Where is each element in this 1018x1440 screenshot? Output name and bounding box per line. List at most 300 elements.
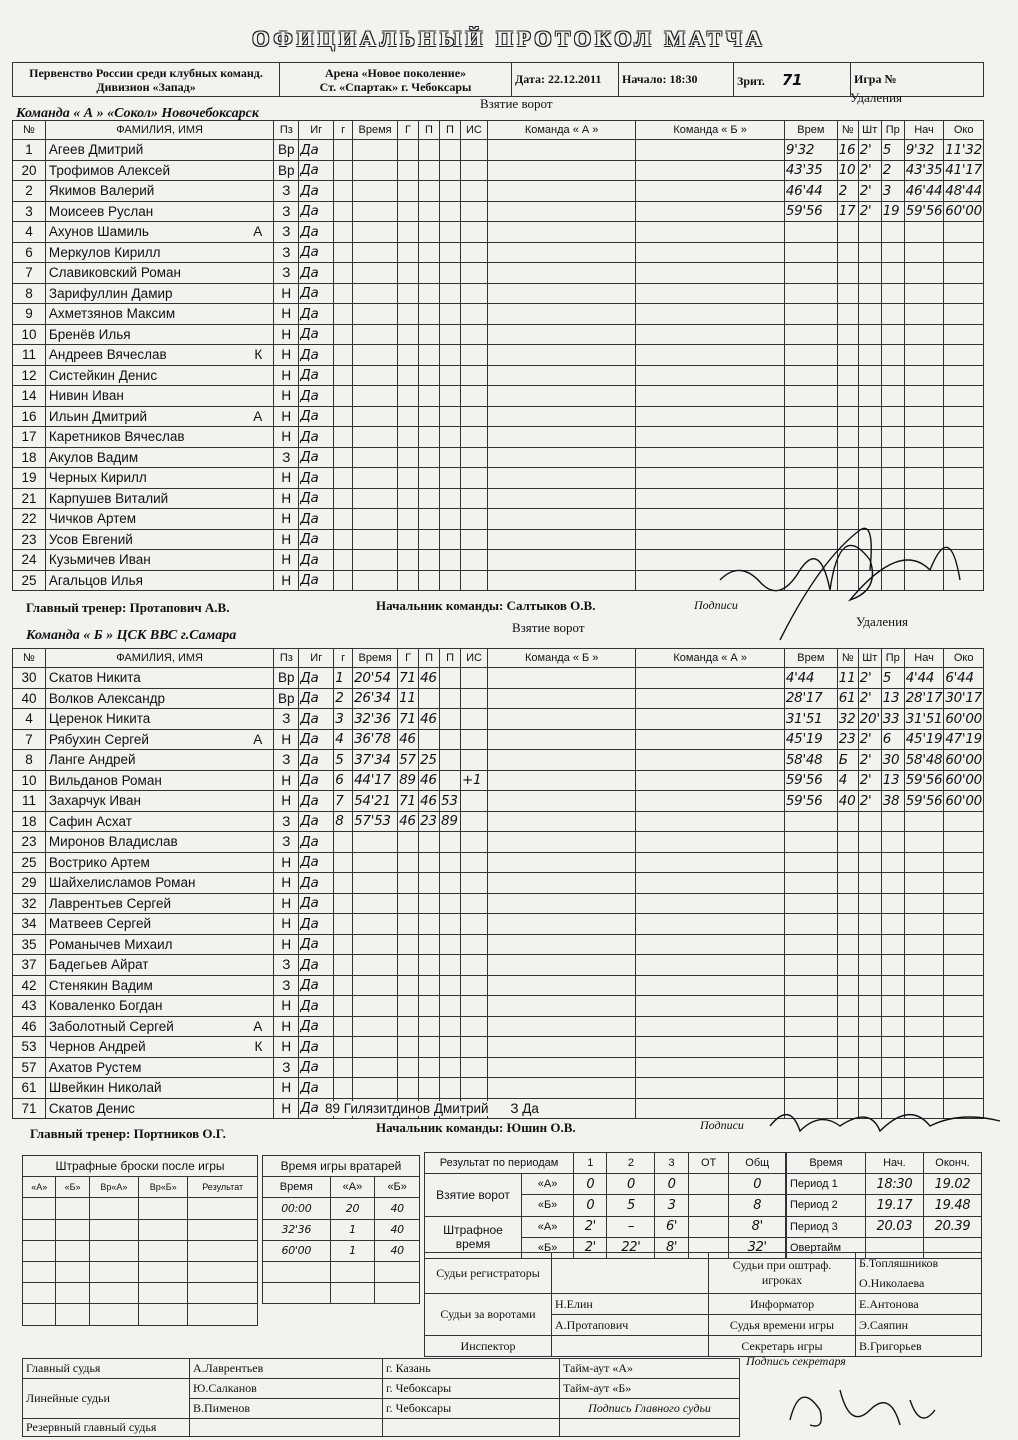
player-name [45,509,273,530]
goal-situation [460,263,487,284]
goal-assist-2: 89 [440,811,461,832]
team-a-penalties-title: Удаления [850,90,903,105]
goal-assist-2 [439,529,460,550]
penalty-end: 48'44 [944,181,984,202]
goal-situation [460,509,487,530]
team-own-col [487,427,636,448]
penalty-reason: 13 [881,770,904,791]
player-position: Н [274,934,299,955]
penalty-reason [881,406,904,427]
goal-number: 8 [334,811,353,832]
player-played: Да [299,386,334,407]
goal-time: 57'53 [353,811,398,832]
goal-assist-1: 25 [419,750,440,771]
shootout-cell [139,1261,188,1282]
shootout-col: «Б» [56,1177,89,1198]
penalty-time [784,468,837,489]
timeout-a: Тайм-аут «А» [560,1359,740,1379]
goal-assist-2 [439,222,460,243]
player-row [13,996,984,1017]
penalty-minutes [858,873,881,894]
penalty-start [904,852,944,873]
penalty-start: 59'56 [904,201,944,222]
shootout-col: «А» [23,1177,56,1198]
player-name [45,873,273,894]
penalty-reason [881,873,904,894]
goal-scorer [398,914,419,935]
player-row [13,140,984,161]
penalty-player [837,386,858,407]
goal-assist-2 [440,914,461,935]
period-row-label: Взятие ворот [425,1174,522,1216]
goal-time: 26'34 [353,688,398,709]
player-row [13,304,984,325]
player-name-text: Ахатов Рустем [48,1059,142,1075]
goal-number [334,914,353,935]
goal-assist-1: 46 [419,770,440,791]
penalty-time [784,893,837,914]
period-value: 0 [574,1195,607,1216]
penalty-reason [881,263,904,284]
player-name [45,668,273,689]
player-row [13,893,984,914]
goal-assist-1 [419,975,440,996]
protocol-title: ОФИЦИАЛЬНЫЙ ПРОТОКОЛ МАТЧА [252,26,766,51]
player-played: Да [299,570,334,591]
goal-number [334,283,353,304]
player-name-text: Ланге Андрей [48,752,136,768]
penalty-time [784,365,837,386]
player-played: Да [299,1016,334,1037]
period-col: 3 [655,1153,688,1174]
goal-situation [461,688,488,709]
player-row [13,468,984,489]
penalty-start [904,427,944,448]
goal-assist-1 [419,201,440,222]
player-row [13,750,984,771]
penalty-reason [881,222,904,243]
player-row [13,729,984,750]
chief-referee-city: г. Казань [383,1359,560,1379]
goal-scorer [398,570,419,591]
player-name-text: Ахунов Шамиль [48,224,149,240]
player-played: Да [299,852,334,873]
goal-assist-1 [419,406,440,427]
goal-situation [461,729,488,750]
goal-number [334,832,353,853]
player-name [45,160,273,181]
team-opp-col [636,324,785,345]
player-position: Н [274,365,299,386]
penalty-end [944,811,984,832]
team-a-roster: № ФАМИЛИЯ, ИМЯ Пз Иг г Время Г П П ИС Команда « А » Команда « Б » Врем № Шт Пр Нач Око 1 Агеев Дмитрий Вр Да 9'32 16 2' 5 9'32 11'32 20 Трофимов Алексей Вр Да 43'35 10 2' 2 43'35 41'17 2 Якимов Валерий З Да 46'44 2 2' 3 46'44 48'44 3 Моисеев Руслан З Да 59'56 17 2' 19 59'56 60'00 4 Ахунов Шамиль А З Да 6 Меркулов Кирилл З Да 7 Славиковский Роман З Да 8 Зарифуллин Дамир Н Да 9 Ахметзянов Максим Н Да 10 Бренёв Илья Н Да 11 Андреев Вячеслав К Н Да 12 Систейкин Денис Н Да 14 Нивин Иван Н Да 16 Ильин Дмитрий А Н Да 17 Каретников Вячеслав Н Да 18 Акулов Вадим З Да 19 Черных Кирилл Н Да 21 Карпушев Виталий Н Да 22 Чичков Артем Н Да 23 Усов Евгений Н Да 24 Кузьмичев Иван Н Да 25 Агальцов Илья Н Да [12,120,984,591]
goal-scorer [398,324,419,345]
goal-situation [461,852,488,873]
goal-situation [460,427,487,448]
player-position: Вр [274,668,299,689]
goal-assist-1 [419,304,440,325]
penalty-end [944,955,984,976]
penalty-end [944,304,984,325]
player-row [13,955,984,976]
team-own-col [487,688,635,709]
player-name-text: Чичков Артем [48,511,137,527]
period-start: 20.03 [865,1216,923,1237]
period-results-table: Результат по периодам 1 2 3 ОТ Общ Взятие ворот «А» 0 0 0 0 «Б» 0 5 3 8 Штрафное время «А» 2' – 6' 8' «Б» 2' 22' 8' 32' [424,1152,786,1259]
penalty-time [784,324,837,345]
penalty-reason [881,832,904,853]
goal-time [353,283,398,304]
goal-time [353,996,398,1017]
penalty-reason [881,324,904,345]
period-label: Овертайм [787,1237,866,1258]
penalty-minutes [858,975,881,996]
goal-situation [460,365,487,386]
player-position: Н [274,529,299,550]
goalie-time-cell: 1 [330,1219,375,1240]
player-number: 61 [13,1078,46,1099]
player-name-text: Черных Кирилл [48,470,147,486]
shootout-row [23,1304,258,1325]
player-name [45,181,273,202]
shootout-cell [23,1283,56,1304]
penalty-time [784,345,837,366]
goal-scorer [398,386,419,407]
penalty-start [904,873,944,894]
penalty-start: 4'44 [904,668,944,689]
player-position: Н [274,1016,299,1037]
penalty-reason [881,447,904,468]
player-name-text: Славиковский Роман [48,265,182,281]
shootout-cell [188,1304,258,1325]
penalty-reason [881,242,904,263]
goal-assist-2 [439,283,460,304]
penalty-start [904,811,944,832]
goal-assist-1 [419,365,440,386]
player-name-text: Ахметзянов Максим [48,306,176,322]
player-played: Да [299,832,334,853]
player-played: Да [299,1098,334,1119]
goal-time [353,934,398,955]
goal-assist-1 [419,1057,440,1078]
player-row [13,811,984,832]
goal-assist-1 [419,832,440,853]
penalty-minutes: 2' [858,688,881,709]
player-row [13,934,984,955]
goal-assist-1 [419,914,440,935]
player-row [13,406,984,427]
shootout-cell [89,1219,138,1240]
shootout-cell [89,1240,138,1261]
team-own-col [487,709,635,730]
goal-number [334,955,353,976]
team-own-col [487,832,635,853]
team-own-col [487,1016,635,1037]
player-number: 42 [13,975,46,996]
goal-scorer [398,406,419,427]
player-name-text: Акулов Вадим [48,449,139,465]
shootout-cell [188,1283,258,1304]
penalty-time: 59'56 [784,201,837,222]
player-number: 7 [13,263,46,284]
goal-assist-1: 46 [419,668,440,689]
period-value: 32' [729,1237,786,1258]
penalty-start [904,406,944,427]
player-name [45,955,273,976]
team-a-title: Команда « А » «Сокол» Новочебоксарск [16,106,259,121]
period-row [425,1174,786,1195]
penalty-reason [881,893,904,914]
penalty-start [904,304,944,325]
goal-number [334,893,353,914]
player-number: 17 [13,427,46,448]
player-number: 8 [13,750,46,771]
player-played: Да [299,914,334,935]
player-played: Да [299,140,334,161]
player-name-text: Церенок Никита [48,711,151,727]
player-name [45,304,273,325]
team-opp-col [636,770,784,791]
player-name [45,1016,273,1037]
team-opp-col [636,955,784,976]
player-role: К [254,1039,263,1055]
player-position: Н [274,406,299,427]
team-own-col [487,160,636,181]
goal-judge-1: Н.Елин [552,1294,709,1315]
team-opp-col [636,345,785,366]
player-played: Да [299,447,334,468]
player-number: 21 [13,488,46,509]
goal-time [353,955,398,976]
team-opp-col [636,832,784,853]
match-header [12,62,984,97]
penalty-minutes [858,893,881,914]
player-name [45,201,273,222]
player-number: 16 [13,406,46,427]
team-opp-col [636,283,785,304]
goal-assist-2 [440,709,461,730]
player-name [45,365,273,386]
team-opp-col [636,1078,784,1099]
goal-scorer [398,345,419,366]
period-value [688,1216,729,1237]
goal-scorer [398,873,419,894]
team-own-col [487,934,635,955]
goal-scorer [398,1078,419,1099]
penalty-start [904,386,944,407]
team-own-col [487,488,636,509]
penalty-reason [881,1057,904,1078]
goal-situation [460,242,487,263]
penalty-start: 28'17 [904,688,944,709]
period-value: 8' [729,1216,786,1237]
goal-number [334,996,353,1017]
player-position: Н [274,570,299,591]
spectators-value: 71 [781,70,803,89]
goal-number [334,934,353,955]
penalty-end [944,914,984,935]
team-own-col [487,304,636,325]
penalty-player: 4 [837,770,858,791]
team-own-col [487,468,636,489]
goalie-time-row [263,1261,420,1282]
player-name-text: Систейкин Денис [48,367,158,383]
player-position: Н [274,386,299,407]
division: Дивизион «Запад» [96,79,196,94]
penalty-minutes [858,1078,881,1099]
player-name [45,447,273,468]
penalty-minutes [858,242,881,263]
penalty-start [904,242,944,263]
penalty-time: 4'44 [784,668,837,689]
goalie-time-head: Время «А» «Б» [263,1177,420,1198]
penalty-minutes [858,365,881,386]
penalty-minutes [858,447,881,468]
player-row [13,160,984,181]
player-row [13,873,984,894]
player-name [45,975,273,996]
period-col: 1 [574,1153,607,1174]
penalty-time [784,304,837,325]
team-own-col [487,283,636,304]
player-row [13,852,984,873]
penalty-end: 60'00 [944,770,984,791]
player-position: Н [274,427,299,448]
penalty-minutes [858,811,881,832]
penalty-reason [881,914,904,935]
goal-time [353,324,398,345]
penalty-player [837,263,858,284]
shootout-cell [56,1240,89,1261]
player-name-text: Агальцов Илья [48,572,143,588]
player-row [13,324,984,345]
goal-assist-2 [440,873,461,894]
shootout-cell [139,1219,188,1240]
player-number: 19 [13,468,46,489]
penalty-player: 61 [837,688,858,709]
penalty-minutes: 2' [858,201,881,222]
player-name [45,488,273,509]
team-opp-col [636,140,785,161]
team-own-col [487,263,636,284]
goalie-time-cell [263,1261,331,1282]
period-value: 2' [574,1237,607,1258]
team-own-col [487,447,636,468]
player-row [13,770,984,791]
player-role: А [253,1018,263,1034]
linesman-2: В.Пименов [190,1399,383,1419]
goal-number [334,447,353,468]
team-own-col [487,893,635,914]
penalty-start [904,222,944,243]
period-value [688,1195,729,1216]
player-name-text: Усов Евгений [48,531,133,547]
goalie-time-row [263,1240,420,1261]
goal-situation [461,668,488,689]
player-number: 10 [13,770,46,791]
penalty-minutes: 2' [858,770,881,791]
player-row [13,242,984,263]
goal-situation [461,873,488,894]
period-value: – [607,1216,655,1237]
player-name-text: Захарчук Иван [48,793,142,809]
goal-number [334,324,353,345]
referees-table: Главный судья А.Лаврентьев г. Казань Тайм-аут «А» Линейные судьи Ю.Салканов г. Чебоксары Тайм-аут «Б» В.Пименов г. Чебоксары Подпись Главного судьи Резервный главный судья [22,1358,740,1437]
player-number: 29 [13,873,46,894]
goal-situation [460,386,487,407]
player-name-text: Матвеев Сергей [48,916,152,932]
player-row [13,1057,984,1078]
goal-number: 5 [334,750,353,771]
goalie-time-cell: 40 [375,1240,420,1261]
penalty-start [904,345,944,366]
player-number: 10 [13,324,46,345]
penalty-minutes [858,283,881,304]
arena: Арена «Новое поколение» [324,65,467,80]
penalty-start [904,447,944,468]
period-value: 0 [729,1174,786,1195]
player-position: З [274,242,299,263]
team-opp-col [636,181,785,202]
penalty-minutes [858,914,881,935]
player-played: Да [299,283,334,304]
period-value: 22' [607,1237,655,1258]
team-a-head-coach: Главный тренер: Протапович А.В. [26,600,230,615]
player-number: 30 [13,668,46,689]
goal-time: 54'21 [353,791,398,812]
penalty-end [944,975,984,996]
goal-scorer [398,893,419,914]
team-own-col [487,570,636,591]
player-name [45,283,273,304]
goal-assist-1 [419,181,440,202]
player-name-text: Чернов Андрей [48,1039,146,1055]
penalty-reason [881,955,904,976]
player-row [13,201,984,222]
shootout-cell [188,1261,258,1282]
team-opp-col [636,852,784,873]
goal-assist-2 [440,996,461,1017]
penalty-minutes: 2' [858,791,881,812]
goal-number: 7 [334,791,353,812]
player-number: 71 [13,1098,46,1119]
player-played: Да [299,468,334,489]
goal-scorer [398,283,419,304]
player-name [45,570,273,591]
goal-assist-2 [440,955,461,976]
player-played: Да [299,509,334,530]
player-position: З [274,447,299,468]
player-position: З [274,975,299,996]
goal-assist-2 [439,550,460,571]
goal-situation [461,996,488,1017]
goal-time [353,914,398,935]
player-name-text: Волков Александр [48,690,166,706]
player-position: Вр [274,160,299,181]
goal-scorer [398,934,419,955]
goalie-time-cell: 40 [375,1219,420,1240]
goal-assist-1 [419,488,440,509]
player-position: Н [274,509,299,530]
player-name-text: Швейкин Николай [48,1080,162,1096]
goal-number [334,852,353,873]
goal-time [353,1037,398,1058]
goal-situation [460,468,487,489]
penalty-end [944,324,984,345]
penalty-reason: 30 [881,750,904,771]
penalty-minutes [858,427,881,448]
penalty-end: 47'19 [944,729,984,750]
